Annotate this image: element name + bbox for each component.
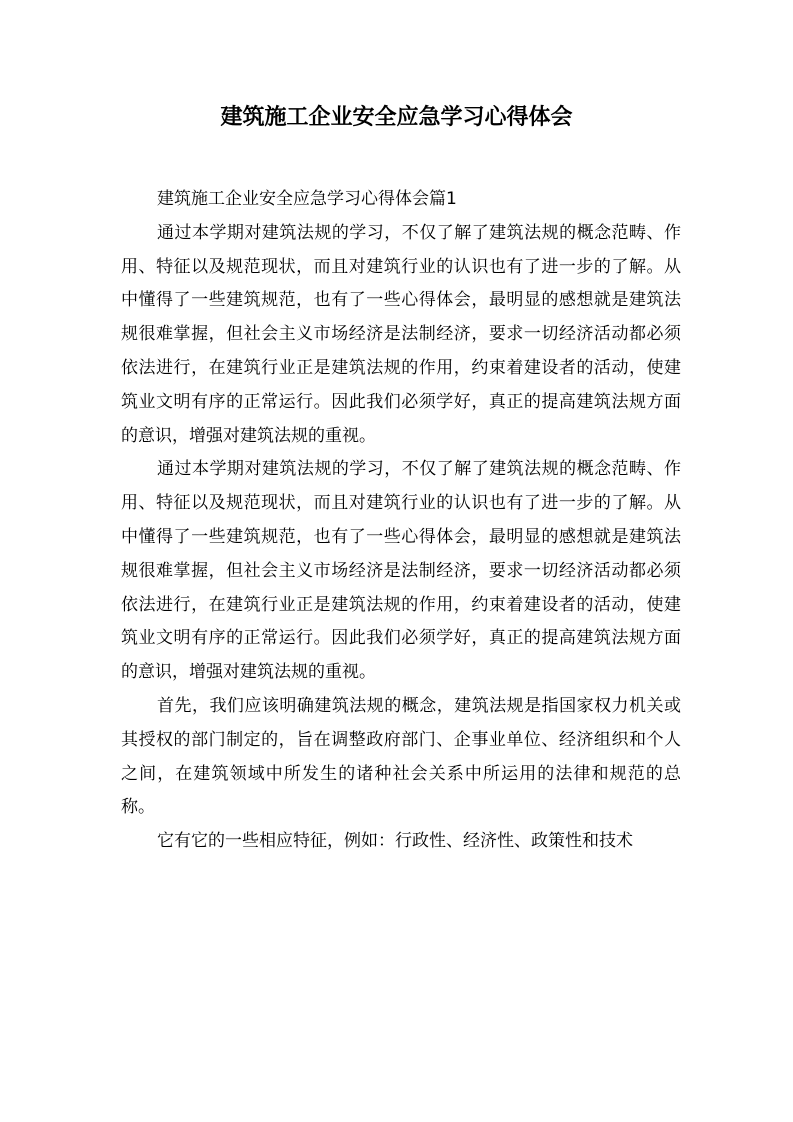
paragraph: 它有它的一些相应特征，例如：行政性、经济性、政策性和技术 <box>157 831 633 852</box>
document-title: 建筑施工企业安全应急学习心得体会 <box>220 105 573 130</box>
paragraph: 首先，我们应该明确建筑法规的概念，建筑法规是指国家权力机关或其授权的部门制定的，旨在调整政府部门、企事业单位、经济组织和个人之间，在建筑领域中所发生的诸种社会关系中所运用的法律和规范的总称。 <box>121 695 681 818</box>
paragraph: 通过本学期对建筑法规的学习，不仅了解了建筑法规的概念范畴、作用、特征以及规范现状，而且对建筑行业的认识也有了进一步的了解。从中懂得了一些建筑规范，也有了一些心得体会，最明显的感想就是建筑法规很难掌握，但社会主义市场经济是法制经济，要求一切经济活动都必须依法进行，在建筑行业正是建筑法规的作用，约束着建设者的活动，使建筑业文明有序的正常运行。因此我们必须学好，真正的提高建筑法规方面的意识，增强对建筑法规的重视。 <box>121 459 681 683</box>
paragraph: 通过本学期对建筑法规的学习，不仅了解了建筑法规的概念范畴、作用、特征以及规范现状，而且对建筑行业的认识也有了进一步的了解。从中懂得了一些建筑规范，也有了一些心得体会，最明显的感想就是建筑法规很难掌握，但社会主义市场经济是法制经济，要求一切经济活动都必须依法进行，在建筑行业正是建筑法规的作用，约束着建设者的活动，使建筑业文明有序的正常运行。因此我们必须学好，真正的提高建筑法规方面的意识，增强对建筑法规的重视。 <box>121 222 681 446</box>
document-body <box>121 183 681 859</box>
section-heading: 建筑施工企业安全应急学习心得体会篇1 <box>157 189 457 209</box>
